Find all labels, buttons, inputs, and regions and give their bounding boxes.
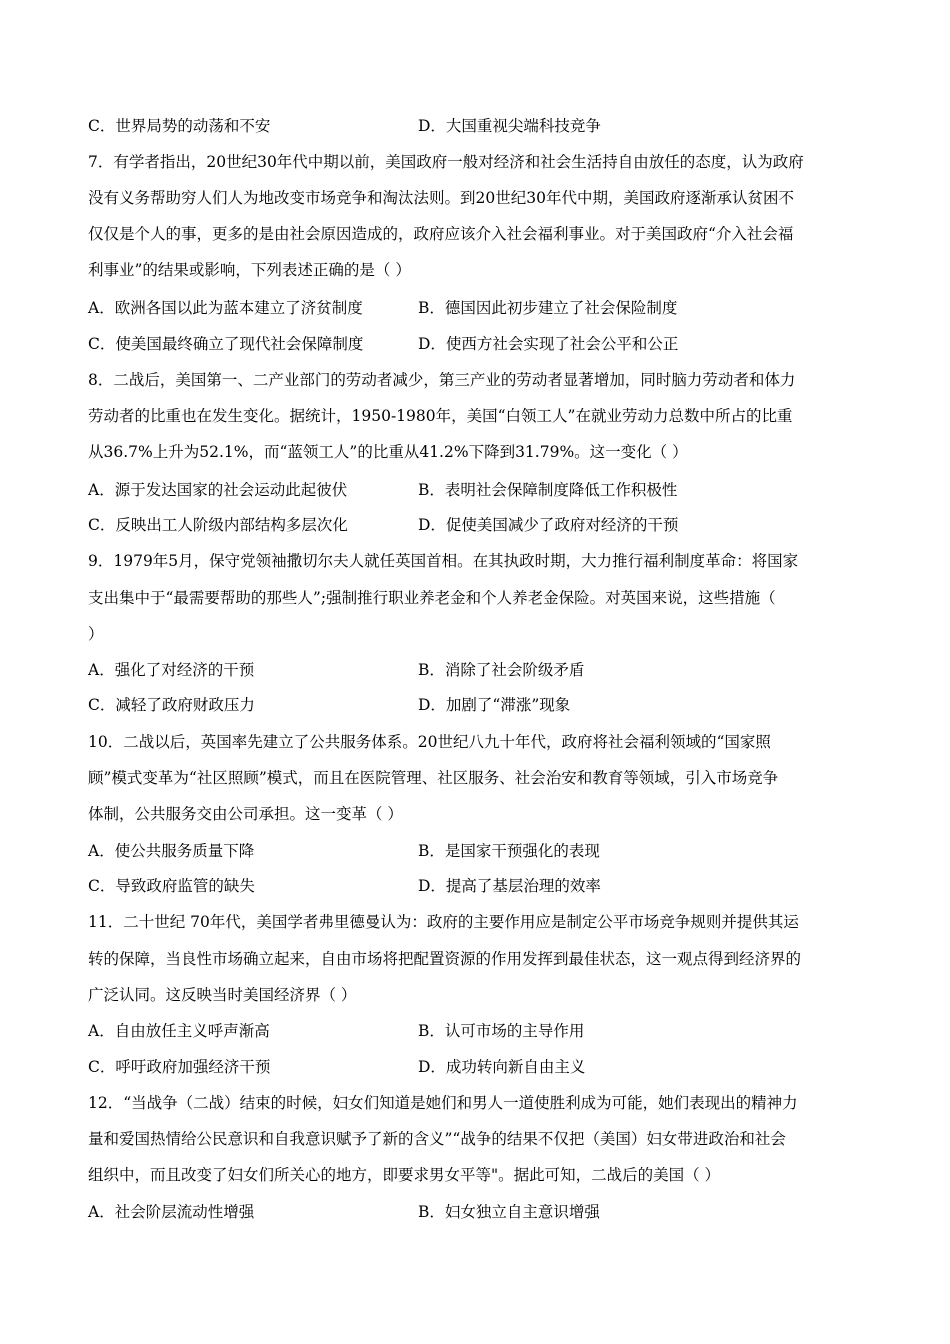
- q11-stem-line-2: 转的保障，当良性市场确立起来，自由市场将把配置资源的作用发挥到最佳状态，这一观点得到经济界的: [88, 950, 802, 968]
- q7-options-row-ab: [88, 296, 863, 320]
- q12-stem-line-3: 组织中，而且改变了妇女们所关心的地方，即要求男女平等"。据此可知，二战后的美国（ ）: [88, 1166, 721, 1184]
- q7-option-a: A．欧洲各国以此为蓝本建立了济贫制度: [88, 299, 363, 317]
- q11-options-row-cd: [88, 1055, 863, 1079]
- q12-option-b: B．妇女独立自主意识增强: [418, 1203, 600, 1221]
- q11-option-d: D．成功转向新自由主义: [418, 1058, 586, 1076]
- q8-stem-line-3: 从36.7%上升为52.1%，而“蓝领工人”的比重从41.2%下降到31.79%。这一变化（ ）: [88, 443, 688, 461]
- q8-option-a: A．源于发达国家的社会运动此起彼伏: [88, 481, 348, 499]
- q9-option-b: B．消除了社会阶级矛盾: [418, 661, 585, 679]
- q11-stem-line-3: 广泛认同。这反映当时美国经济界（ ）: [88, 986, 357, 1004]
- q9-option-c: C．减轻了政府财政压力: [88, 696, 255, 714]
- q10-option-c: C．导致政府监管的缺失: [88, 877, 255, 895]
- q10-option-a: A．使公共服务质量下降: [88, 842, 255, 860]
- q7-stem-line-4: 利事业”的结果或影响，下列表述正确的是（ ）: [88, 261, 411, 279]
- q7-options-row-cd: [88, 332, 863, 356]
- q10-stem-line-1: 10．二战以后，英国率先建立了公共服务体系。20世纪八九十年代，政府将社会福利领域的“国家照: [88, 733, 771, 751]
- q8-options-row-cd: [88, 513, 863, 537]
- q11-option-a: A．自由放任主义呼声渐高: [88, 1022, 270, 1040]
- q7-option-b: B．德国因此初步建立了社会保险制度: [418, 299, 678, 317]
- q10-option-d: D．提高了基层治理的效率: [418, 877, 601, 895]
- q6-options-row-cd: [88, 114, 863, 138]
- q10-option-b: B．是国家干预强化的表现: [418, 842, 600, 860]
- q9-stem-line-2: 支出集中于“最需要帮助的那些人”;强制推行职业养老金和个人养老金保险。对英国来说，这些措施（: [88, 589, 776, 607]
- q7-option-c: C．使美国最终确立了现代社会保障制度: [88, 335, 364, 353]
- q9-option-a: A．强化了对经济的干预: [88, 661, 255, 679]
- q9-option-d: D．加剧了“滞涨”现象: [418, 696, 571, 714]
- q7-option-d: D．使西方社会实现了社会公平和公正: [418, 335, 679, 353]
- q6-option-d: D．大国重视尖端科技竞争: [418, 117, 601, 135]
- q8-option-b: B．表明社会保障制度降低工作积极性: [418, 481, 678, 499]
- q8-stem-line-2: 劳动者的比重也在发生变化。据统计，1950-1980年，美国“白领工人”在就业劳动力总数中所占的比重: [88, 407, 793, 425]
- q10-options-row-cd: [88, 874, 863, 898]
- q12-option-a: A．社会阶层流动性增强: [88, 1203, 255, 1221]
- q8-stem-line-1: 8．二战后，美国第一、二产业部门的劳动者减少，第三产业的劳动者显著增加，同时脑力劳动者和体力: [88, 371, 796, 389]
- q9-stem-line-1: 9．1979年5月，保守党领袖撒切尔夫人就任英国首相。在其执政时期，大力推行福利制度革命：将国家: [88, 552, 799, 570]
- q7-stem-line-2: 没有义务帮助穷人们人为地改变市场竞争和淘汰法则。到20世纪30年代中期，美国政府逐渐承认贫困不: [88, 189, 794, 207]
- q10-stem-line-3: 体制，公共服务交由公司承担。这一变革（ ）: [88, 805, 403, 823]
- q8-option-d: D．促使美国减少了政府对经济的干预: [418, 516, 679, 534]
- q10-options-row-ab: [88, 839, 863, 863]
- q11-option-c: C．呼吁政府加强经济干预: [88, 1058, 271, 1076]
- q12-stem-line-1: 12．“当战争（二战）结束的时候，妇女们知道是她们和男人一道使胜利成为可能，她们表现出的精神力: [88, 1094, 798, 1112]
- q7-stem-line-3: 仅仅是个人的事，更多的是由社会原因造成的，政府应该介入社会福利事业。对于美国政府“介入社会福: [88, 225, 794, 243]
- q12-stem-line-2: 量和爱国热情给公民意识和自我意识赋予了新的含义”“战争的结果不仅把（美国）妇女带进政治和社会: [88, 1130, 786, 1148]
- q11-options-row-ab: [88, 1019, 863, 1043]
- q8-option-c: C．反映出工人阶级内部结构多层次化: [88, 516, 348, 534]
- q11-option-b: B．认可市场的主导作用: [418, 1022, 585, 1040]
- q9-stem-line-3: ）: [88, 625, 104, 643]
- q9-options-row-cd: [88, 693, 863, 717]
- q7-stem-line-1: 7．有学者指出，20世纪30年代中期以前，美国政府一般对经济和社会生活持自由放任的态度，认为政府: [88, 153, 804, 171]
- q12-options-row-ab: [88, 1200, 863, 1224]
- q11-stem-line-1: 11．二十世纪 70年代，美国学者弗里德曼认为：政府的主要作用应是制定公平市场竞争规则并提供其运: [88, 913, 799, 931]
- q6-option-c: C．世界局势的动荡和不安: [88, 117, 271, 135]
- q10-stem-line-2: 顾”模式变革为“社区照顾”模式，而且在医院管理、社区服务、社会治安和教育等领域，引入市场竞争: [88, 769, 779, 787]
- q8-options-row-ab: [88, 478, 863, 502]
- q9-options-row-ab: [88, 658, 863, 682]
